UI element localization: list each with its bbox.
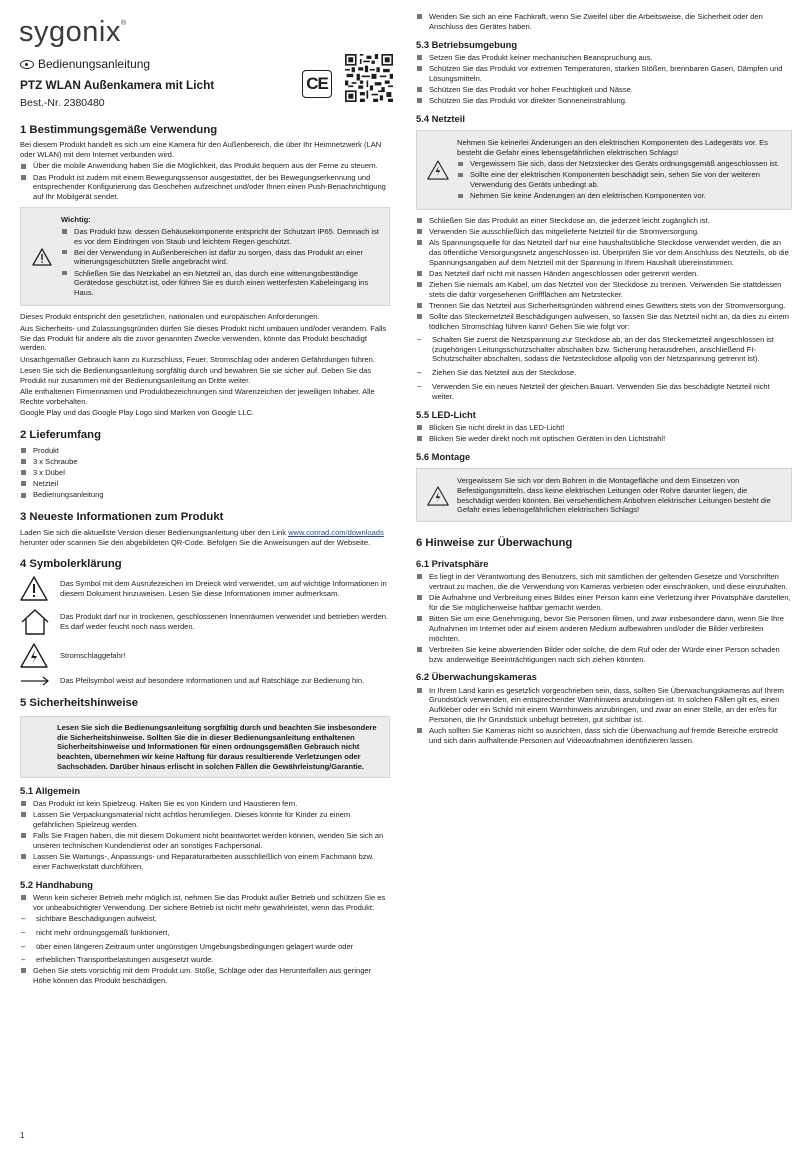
list-item: – Schalten Sie zuerst die Netzspannung zur Steckdose ab, an der das Steckernetzteil angeschlossen ist (zugehörigen Leitungsschutzschalter abschalten bzw. Sicherung herausdrehen, anschließend FI-Schutzschalter abschalten, sodass die Netzsteckdose allpolig von der Netzspannung getrennt ist). [416, 335, 792, 364]
list-item: Ziehen Sie niemals am Kabel, um das Netzteil von der Steckdose zu trennen. Verwenden Sie stattdessen stets die dafür vorgesehenen Griffflächen am Netzstecker. [416, 280, 792, 300]
symbol-row: Das Produkt darf nur in trockenen, geschlossenen Innenräumen verwendet und betrieben werden. Es darf weder feucht noch nass werden. [20, 609, 390, 635]
list-item: Gehen Sie stets vorsichtig mit dem Produkt um. Stöße, Schläge oder das Herunterfallen aus geringer Höhe können das Produkt beschädigen. [20, 966, 390, 986]
section-5-heading: 5 Sicherheitshinweise [20, 697, 139, 710]
paragraph: Alle enthaltenen Firmennamen und Produktbezeichnungen sind Warenzeichen der jeweiligen Inhaber. Alle Rechte vorbehalten. [20, 387, 375, 406]
list-item: Bei der Verwendung in Außenbereichen ist dafür zu sorgen, dass das Produkt an einer witterungsgeschützten Stelle angebracht wird. [61, 248, 383, 268]
bullet-list [416, 686, 792, 746]
list-item: Schützen Sie das Produkt vor extremen Temperaturen, starken Stößen, brennbaren Gasen, Dämpfen und Lösungsmitteln. [416, 64, 792, 84]
bullet-list [20, 161, 390, 202]
paragraph: Dieses Produkt entspricht den gesetzlichen, nationalen und europäischen Anforderungen. [20, 312, 320, 322]
dash-list [20, 914, 390, 965]
list-item: Sollte das Steckernetzteil Beschädigungen aufweisen, so fassen Sie das Netzteil nicht an, da dies zu einem tödlichen Stromschlag führen kann! Gehen Sie wie folgt vor: [416, 312, 792, 332]
list-item: Bedienungsanleitung [20, 490, 390, 500]
warning-list [61, 227, 383, 298]
bullet-list [416, 12, 792, 32]
bullet-list [416, 423, 792, 444]
list-item: Schützen Sie das Produkt vor hoher Feuchtigkeit und Nässe. [416, 85, 792, 95]
bullet-list [416, 216, 792, 332]
subsection-heading: 5.5 LED-Licht [416, 408, 476, 420]
bullet-list [20, 893, 390, 913]
arrow-right-icon [20, 676, 60, 686]
electric-shock-icon [20, 643, 60, 668]
paragraph: Lesen Sie sich die Bedienungsanleitung sorgfältig durch und bewahren Sie sie sicher auf. Geben Sie das Produkt nur zusammen mit der Bedienungsanleitung an Dritte weiter. [20, 365, 372, 385]
list-item: Produkt [20, 446, 390, 456]
bullet-list [416, 53, 792, 106]
ce-mark-icon: CE [302, 70, 332, 98]
list-item: Lassen Sie Wartungs-, Anpassungs- und Reparaturarbeiten ausschließlich von einem Fachmann bzw. einer Fachwerkstatt durchführen. [20, 852, 390, 872]
list-item: Falls Sie Fragen haben, die mit diesem Dokument nicht beantwortet werden können, wenden Sie sich an unseren technischen Kundendienst oder an sonstiges Fachpersonal. [20, 831, 390, 851]
bullet-list [416, 572, 792, 664]
list-item: Es liegt in der Verantwortung des Benutzers, sich mit sämtlichen der geltenden Gesetze und Vorschriften vertraut zu machen, die die Verwendung von Kameras verbieten oder einschränken, und diese einzuhalten. [416, 572, 792, 592]
bullet-list [20, 966, 390, 986]
list-item: Nehmen Sie keine Änderungen an den elektrischen Komponenten vor. [457, 191, 785, 201]
list-item: – Verwenden Sie ein neues Netzteil der gleichen Bauart. Verwenden Sie das beschädigte Netzteil nicht weiter. [416, 382, 792, 402]
subsection-heading: 6.1 Privatsphäre [416, 557, 489, 569]
warning-list [457, 159, 785, 201]
left-column [20, 18, 390, 987]
warning-triangle-icon [20, 576, 60, 601]
bullet-list [20, 799, 390, 872]
list-item: Wenden Sie sich an eine Fachkraft, wenn Sie Zweifel über die Arbeitsweise, die Sicherheit oder den Anschluss des Gerätes haben. [416, 12, 792, 32]
list-item: Als Spannungsquelle für das Netzteil darf nur eine haushaltsübliche Steckdose verwendet werden, die an das öffentliche Versorgungsnetz angeschlossen ist. Überprüfen Sie vor dem Anschluss des Netzteils, ob die Spannungsangaben auf dem Netzteil mit der Spannung in Ihrem Haushalt übereinstimmen. [416, 238, 792, 267]
list-item: 3 x Dübel [20, 468, 390, 478]
paragraph: Google Play und das Google Play Logo sind Marken von Google LLC. [20, 408, 255, 418]
list-item: Verbreiten Sie keine abwertenden Bilder oder solche, die dem Ruf oder der Würde einer Person schaden bzw. anderweitige Beeinträchtigungen nach sich ziehen könnten. [416, 645, 792, 665]
list-item: – sichtbare Beschädigungen aufweist, [20, 914, 390, 924]
document-type: Bedienungsanleitung [20, 57, 390, 73]
brand-logo: sygonix® [19, 16, 127, 48]
list-item: Sollte eine der elektrischen Komponenten beschädigt sein, sehen Sie von der weiteren Verwendung des Geräts unbedingt ab. [457, 170, 785, 190]
download-link[interactable]: www.conrad.com/downloads [288, 527, 384, 537]
list-item: Netzteil [20, 479, 390, 489]
delivery-list [20, 446, 390, 501]
list-item: Wenn kein sicherer Betrieb mehr möglich ist, nehmen Sie das Produkt außer Betrieb und schützen Sie es vor unbeabsichtigter Verwendung. Der sichere Betrieb ist nicht mehr gewährleistet, wenn das Produkt: [20, 893, 390, 913]
list-item: Lassen Sie Verpackungsmaterial nicht achtlos herumliegen. Dieses könnte für Kinder zu einem gefährlichen Spielzeug werden. [20, 810, 390, 830]
list-item: Das Netzteil darf nicht mit nassen Händen angeschlossen oder getrennt werden. [416, 269, 792, 279]
section-4-heading: 4 Symbolerklärung [20, 558, 122, 571]
list-item: – Ziehen Sie das Netzteil aus der Steckdose. [416, 368, 792, 378]
subsection-heading: 5.6 Montage [416, 450, 471, 462]
list-item: Vergewissern Sie sich, dass der Netzstecker des Geräts ordnungsgemäß angeschlossen ist. [457, 159, 785, 169]
symbol-row: Das Symbol mit dem Ausrufezeichen im Dreieck wird verwendet, um auf wichtige Informationen in diesem Dokument hinzuweisen. Lesen Sie diese Informationen immer aufmerksam. [20, 576, 390, 601]
warning-box: Vergewissern Sie sich vor dem Bohren in die Montagefläche und dem Einsetzen von Befestigungsmitteln, dass keine elektrischen Leitungen oder Rohre darunter liegen, die beschädigt werden könnten. Bei versehentlichem Anbohren elektrischer Leitungen besteht die Gefahr eines lebensgefährlichen elektrischen Schlags! [416, 468, 792, 522]
subsection-heading: 5.1 Allgemein [20, 784, 81, 796]
warning-box: Nehmen Sie keinerlei Änderungen an den elektrischen Komponenten des Ladegeräts vor. Es besteht die Gefahr eines lebensgefährlichen elektrischen Schlags! Vergewissern Sie sich, dass der Netzstecker des Geräts ordnungsgemäß angeschlossen ist. Sollte eine der elektrischen Komponenten beschädigt sein, sehen Sie von der weiteren Verwendung des Geräts unbedingt ab. Nehmen Sie keine Änderungen an den elektrischen Komponenten vor. [416, 130, 792, 209]
order-number: Best.-Nr. 2380480 [20, 96, 105, 109]
section-2-heading: 2 Lieferumfang [20, 428, 101, 441]
symbol-row: Das Pfeilsymbol weist auf besondere Informationen und auf Ratschläge zur Bedienung hin. [20, 676, 390, 686]
list-item: Das Produkt ist zudem mit einem Bewegungssensor ausgestattet, der bei Bewegungserkennung und entsprechender Konfigurierung das Geschehen aufzeichnet und/oder Ihnen einen Push-Benachrichtigung auf Ihr Mobilgerät sendet. [20, 173, 390, 202]
subsection-heading: 5.4 Netzteil [416, 112, 465, 124]
right-column [416, 12, 792, 747]
house-icon [20, 609, 60, 635]
warning-title: Wichtig: [61, 214, 91, 224]
section-3-heading: 3 Neueste Informationen zum Produkt [20, 511, 224, 524]
list-item: Verwenden Sie ausschließlich das mitgelieferte Netzteil für die Stromversorgung. [416, 227, 792, 237]
eye-icon [20, 60, 34, 69]
subsection-heading: 5.3 Betriebsumgebung [416, 38, 518, 50]
paragraph: Laden Sie sich die aktuellste Version dieser Bedienungsanleitung über den Link www.conrad.com/downloads herunter oder scannen Sie den abgebildeten QR-Code. Befolgen Sie die Anweisungen auf der Webseite. [20, 527, 384, 547]
list-item: Blicken Sie nicht direkt in das LED-Licht! [416, 423, 792, 433]
dash-list [416, 335, 792, 402]
list-item: Bitten Sie um eine Genehmigung, bevor Sie Personen filmen, und zwar insbesondere dann, wenn Sie Ihre Aufnahmen im Internet oder auf einem anderen Medium aufbewahren und/oder die Bilder verbreiten möchten. [416, 614, 792, 643]
list-item: Das Produkt bzw. dessen Gehäusekomponente entspricht der Schutzart IP65. Demnach ist es vor dem Eindringen von Staub und leichtem Regen geschützt. [61, 227, 383, 247]
paragraph: Aus Sicherheits- und Zulassungsgründen dürfen Sie dieses Produkt nicht umbauen und/oder verändern. Falls Sie das Produkt für andere als die zuvor genannten Zwecke verwenden, könnte das Produkt beschädigt werden. [20, 323, 387, 353]
list-item: – über einen längeren Zeitraum unter ungünstigen Umgebungsbedingungen gelagert wurde oder [20, 942, 390, 952]
list-item: Blicken Sie weder direkt noch mit optischen Geräten in den Lichtstrahl! [416, 434, 792, 444]
list-item: Über die mobile Anwendung haben Sie die Möglichkeit, das Produkt bequem aus der Ferne zu steuern. [20, 161, 390, 171]
electric-shock-icon [423, 138, 453, 202]
symbol-row: Stromschlaggefahr! [20, 643, 390, 668]
subsection-heading: 6.2 Überwachungskameras [416, 671, 537, 683]
list-item: Trennen Sie das Netzteil aus Sicherheitsgründen während eines Gewitters stets von der Stromversorgung. [416, 301, 792, 311]
list-item: In Ihrem Land kann es gesetzlich vorgeschrieben sein, dass, sollten Sie Überwachungskameras auf Ihrem Grundstück verwenden, ein entsprechender Warnhinweis anzubringen ist. In solchen Fällen gilt es, einen Aufkleber oder ein Schild mit einem Warnhinweis anzubringen, und zwar an einer Stelle, an der er/es für Personen, die Ihr Grundstück unbefugt betreten, gut sichtbar ist. [416, 686, 792, 725]
section-1-heading: 1 Bestimmungsgemäße Verwendung [20, 123, 218, 136]
list-item: – erheblichen Transportbelastungen ausgesetzt wurde. [20, 955, 390, 965]
list-item: Setzen Sie das Produkt keiner mechanischen Beanspruchung aus. [416, 53, 792, 63]
list-item: Schließen Sie das Netzkabel an ein Netzteil an, das durch eine witterungsbeständige Gerätedose geschützt ist, oder führen Sie es durch einen wetterfesten Kabeleingang ins Haus. [61, 269, 383, 298]
list-item: – nicht mehr ordnungsgemäß funktioniert, [20, 928, 390, 938]
subsection-heading: 5.2 Handhabung [20, 878, 93, 890]
warning-box [20, 207, 390, 307]
list-item: Auch sollten Sie Kameras nicht so ausrichten, dass sich die Überwachung auf fremde Bereiche erstreckt und sich darin aufhaltende Personen auf Videoaufnahmen identifizieren lassen. [416, 726, 792, 746]
qr-code[interactable] [345, 54, 393, 102]
list-item: 3 x Schraube [20, 457, 390, 467]
list-item: Schützen Sie das Produkt vor direkter Sonneneinstrahlung. [416, 96, 792, 106]
safety-intro-box: Lesen Sie sich die Bedienungsanleitung sorgfältig durch und beachten Sie insbesondere die Sicherheitshinweise. Sollten Sie die in dieser Bedienungsanleitung enthaltenen Sicherheitshinweise und Informationen für einen ordnungsgemäßen Gebrauch nicht beachten, übernehmen wir keine Haftung für daraus resultierende Verletzungen oder Sachschäden. Darüber hinaus erlischt in solchen Fällen die Gewährleistung/Garantie. [20, 716, 390, 778]
page-number: 1 [20, 1131, 25, 1140]
paragraph: Bei diesem Produkt handelt es sich um eine Kamera für den Außenbereich, die über Ihr Heimnetzwerk (LAN oder WLAN) mit dem Internet verbunden wird. [20, 140, 382, 160]
list-item: Das Produkt ist kein Spielzeug. Halten Sie es von Kindern und Haustieren fern. [20, 799, 390, 809]
warning-triangle-icon [27, 215, 57, 300]
list-item: Die Aufnahme und Verbreitung eines Bildes einer Person kann eine Verletzung ihrer Privatsphäre darstellen, für die Sie möglicherweise haftbar gemacht werden. [416, 593, 792, 613]
paragraph: Unsachgemäßer Gebrauch kann zu Kurzschluss, Feuer, Stromschlag oder anderen Gefährdungen führen. [20, 354, 375, 364]
product-title: PTZ WLAN Außenkamera mit Licht [20, 77, 215, 92]
list-item: Schließen Sie das Produkt an einer Steckdose an, die jederzeit leicht zugänglich ist. [416, 216, 792, 226]
section-6-heading: 6 Hinweise zur Überwachung [416, 537, 573, 550]
electric-shock-icon [423, 476, 453, 515]
